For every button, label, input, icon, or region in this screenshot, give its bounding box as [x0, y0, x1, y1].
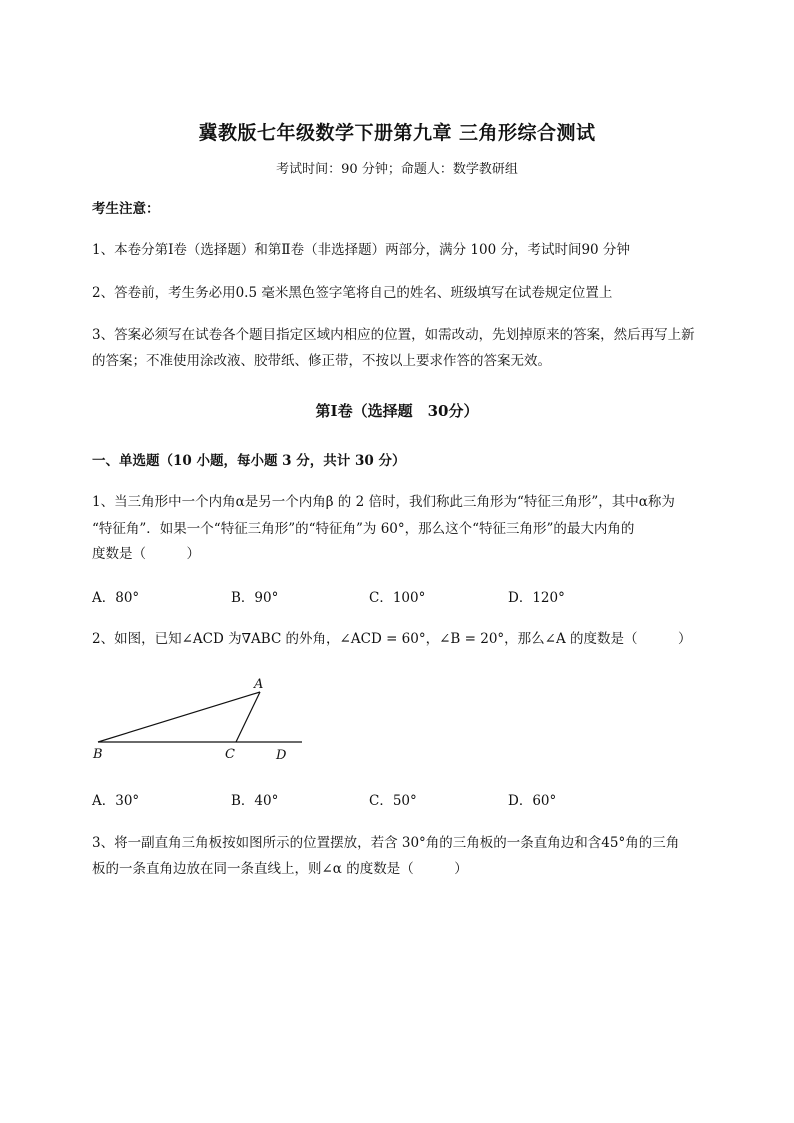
triangle-figure — [88, 670, 318, 770]
exam-title: 冀教版七年级数学下册第九章 三角形综合测试 — [198, 122, 596, 144]
question-1-line-3: 度数是（ ） — [92, 546, 200, 562]
question-1-option-b: B．90° — [231, 590, 279, 606]
notice-item-3: 3、答案必须写在试卷各个题目指定区域内相应的位置，如需改动，先划掉原来的答案，然后再写上新 — [92, 327, 695, 343]
question-2-line-1: 2、如图，已知∠ACD 为∇ABC 的外角，∠ACD = 60°，∠B = 20°，那么∠A 的度数是（ ） — [92, 631, 692, 647]
exam-subtitle: 考试时间：90 分钟；命题人：数学教研组 — [276, 162, 518, 177]
part-one-title: 第Ⅰ卷（选择题 30分） — [315, 402, 479, 420]
side-ba — [98, 692, 260, 742]
question-1-option-c: C．100° — [369, 590, 426, 606]
label-a: A — [254, 677, 264, 692]
notice-item-3-continued: 的答案；不准使用涂改液、胶带纸、修正带，不按以上要求作答的答案无效。 — [92, 353, 551, 369]
notice-item-2: 2、答卷前，考生务必用0.5 毫米黑色签字笔将自己的姓名、班级填写在试卷规定位置上 — [92, 285, 613, 301]
question-2-option-c: C．50° — [369, 793, 417, 809]
notice-item-1: 1、本卷分第Ⅰ卷（选择题）和第Ⅱ卷（非选择题）两部分，满分 100 分，考试时间90 分钟 — [92, 242, 630, 258]
notice-heading: 考生注意： — [92, 201, 160, 217]
question-2-option-a: A．30° — [92, 793, 140, 809]
question-1-option-a: A．80° — [92, 590, 140, 606]
question-2-option-d: D．60° — [508, 793, 557, 809]
question-2-option-b: B．40° — [231, 793, 279, 809]
question-1-line-2: “特征角”．如果一个“特征三角形”的“特征角”为 60°，那么这个“特征三角形”的最大内角的 — [92, 521, 635, 537]
label-d: D — [276, 748, 287, 763]
question-1-line-1: 1、当三角形中一个内角α是另一个内角β 的 2 倍时，我们称此三角形为“特征三角形”，其中α称为 — [92, 494, 675, 510]
side-ac — [236, 692, 260, 742]
label-b: B — [93, 747, 103, 762]
label-c: C — [225, 747, 235, 762]
question-3-line-1: 3、将一副直角三角板按如图所示的位置摆放，若含 30°角的三角板的一条直角边和含45°角的三角 — [92, 835, 680, 851]
question-1-option-d: D．120° — [508, 590, 565, 606]
question-3-line-2: 板的一条直角边放在同一条直线上，则∠α 的度数是（ ） — [92, 861, 468, 877]
section-heading: 一、单选题（10 小题，每小题 3 分，共计 30 分） — [92, 453, 406, 469]
